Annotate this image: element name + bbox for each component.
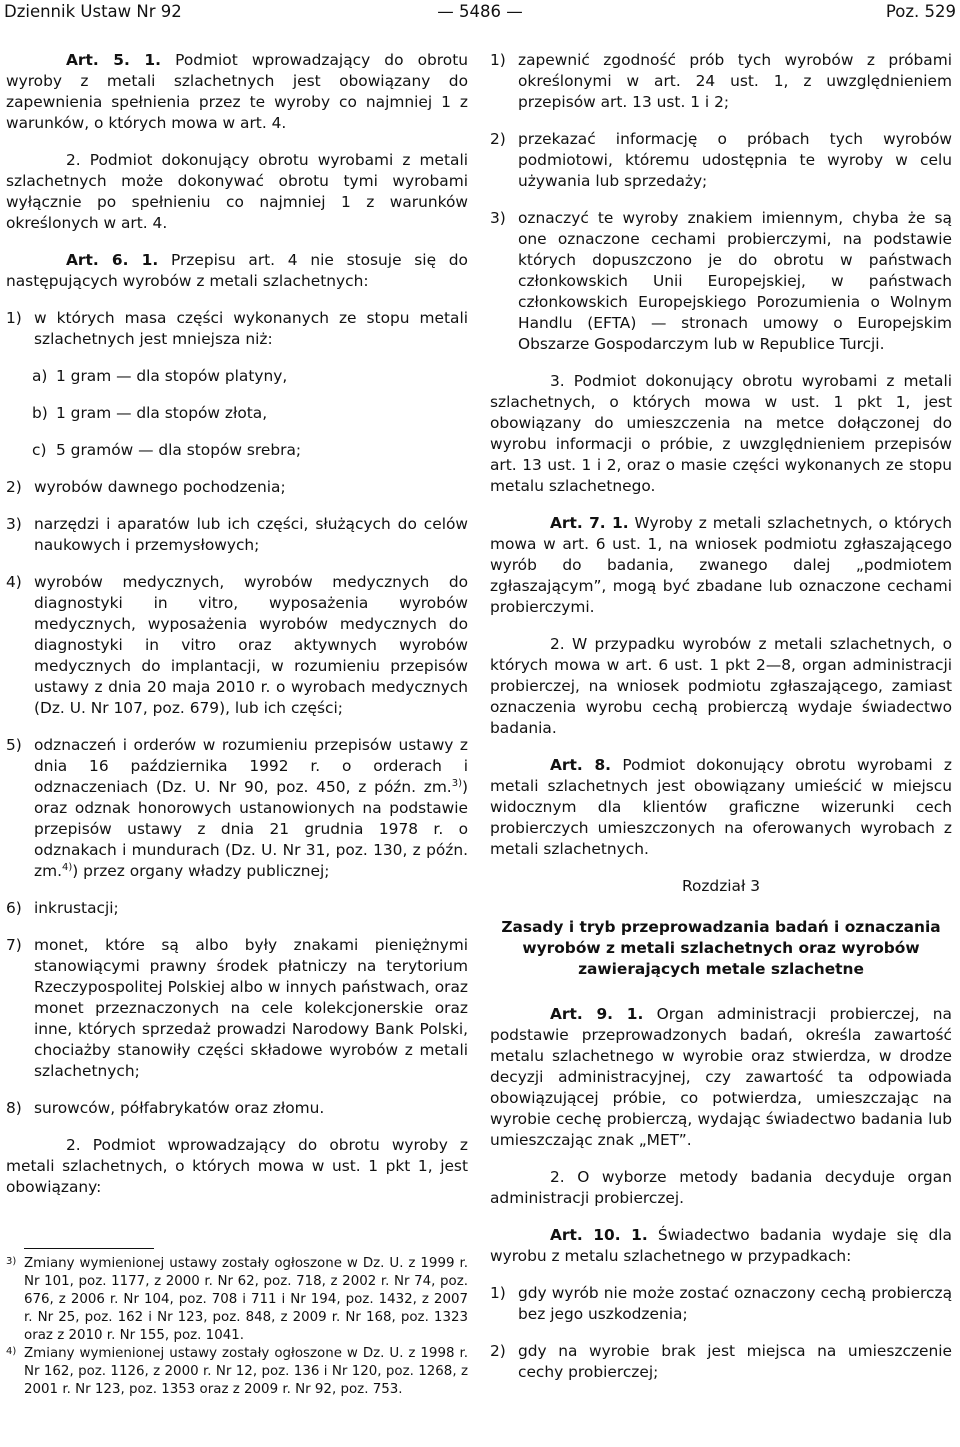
art8-label: Art. 8. xyxy=(550,756,612,774)
journal-title: Dziennik Ustaw Nr 92 xyxy=(4,2,182,21)
art5-para1 xyxy=(6,50,468,134)
list-item: 6) inkrustacji; xyxy=(6,899,119,917)
chapter-title: Zasady i tryb przeprowadzania badań i oznaczania wyrobów z metali szlachetnych oraz wyrobów zawierających metale szlachetne xyxy=(501,918,941,978)
list-item: 2) wyrobów dawnego pochodzenia; xyxy=(6,478,286,496)
list-item: 5) odznaczeń i orderów w rozumieniu przepisów ustawy z dnia 16 października 1992 r. o orderach i odznaczeniach (Dz. U. Nr 90, poz. 450, z późn. zm.$^{3)}$) oraz odznak honorowych ustanowionych na podstawie przepisów ustawy z dnia 21 grudnia 1978 r. o odznakach i mundurach (Dz. U. Nr 31, poz. 130, z późn. zm.$^{4)}$) przez organy władzy publicznej; xyxy=(6,736,468,880)
footnote-ref[interactable]: 4) xyxy=(61,861,73,873)
art8-para: Art. 8. Podmiot dokonujący obrotu wyrobami z metali szlachetnych jest obowiązany umieścić w miejscu widocznym dla klientów graficzne wizerunki cech probierczych umieszczonych na oferowanych wyrobach z metali szlachetnych. xyxy=(490,756,952,858)
art9-para1: Art. 9. 1. Organ administracji probierczej, na podstawie przeprowadzonych badań, określa zawartość metalu szlachetnego w wyrobie oraz stwierdza, w drodze decyzji administracyjnej, czy zawartość ta odpowiada obowiązującej próbie, co potwierdza, umieszczając na wyrobie cechę probierczą, wydając świadectwo badania lub umieszczając znak „MET”. xyxy=(490,1005,952,1149)
art5-text: Podmiot wprowadzający do obrotu wyroby z metali szlachetnych jest obowiązany do zapewnienia spełnienia przez te wyroby co najmniej 1 z warunków, o których mowa w art. 4. xyxy=(6,51,468,132)
list-item: 3) narzędzi i aparatów lub ich części, służących do celów naukowych i przemysłowych; xyxy=(6,515,468,554)
art6-label: Art. 6. 1. xyxy=(66,251,159,269)
art6-para1 xyxy=(6,250,468,292)
list-item: 7) monet, które są albo były znakami pieniężnymi stanowiącymi prawny środek płatniczy na terytorium Rzeczypospolitej Polskiej albo w innych państwach, oraz monet przeznaczonych na cele kolekcjonerskie oraz inne, których sprzedaż prowadzi Narodowy Bank Polski, chociażby stanowiły części składowe wyrobów z metali szlachetnych; xyxy=(6,936,468,1080)
art7-para1: Art. 7. 1. Wyroby z metali szlachetnych, o których mowa w art. 6 ust. 1, na wniosek podmiotu zgłaszającego wyrób do badania, zwanego dalej „podmiotem zgłaszającym”, mogą być zbadane lub oznaczone cechami probierczymi. xyxy=(490,514,952,616)
list-item: 1) zapewnić zgodność prób tych wyrobów z próbami określonymi w art. 24 ust. 1, z uwzględnieniem przepisów art. 13 ust. 1 i 2; xyxy=(490,51,952,111)
art7-label: Art. 7. 1. xyxy=(550,514,629,532)
list-item: 4) wyrobów medycznych, wyrobów medycznych do diagnostyki in vitro, wyposażenia wyrobów medycznych, wyposażenia wyrobów medycznych do diagnostyki in vitro oraz aktywnych wyrobów medycznych do implantacji, w rozumieniu przepisów ustawy z dnia 20 maja 2010 r. o wyrobach medycznych (Dz. U. Nr 107, poz. 679), lub ich części; xyxy=(6,573,468,717)
art6-para3: 3. Podmiot dokonujący obrotu wyrobami z metali szlachetnych, o których mowa w ust. 1 pkt 1, jest obowiązany do umieszczenia na metce dołączonej do wyrobu informacji o próbie, z uwzględnieniem przepisów art. 13 ust. 1 i 2, oraz o masie części wykonanych ze stopu metalu szlachetnego. xyxy=(490,372,952,495)
art10-para1: Art. 10. 1. Świadectwo badania wydaje się dla wyrobu z metalu szlachetnego w przypadkach: xyxy=(490,1226,952,1265)
sub-item: b) 1 gram — dla stopów złota, xyxy=(32,404,268,422)
art9-para2: 2. O wyborze metody badania decyduje organ administracji probierczej. xyxy=(490,1168,952,1207)
list-item: 3) oznaczyć te wyroby znakiem imiennym, chyba że są one oznaczone cechami probierczymi, na podstawie których dopuszczono je do obrotu w państwach członkowskich Unii Europejskiej, w państwach członkowskich Europejskiego Porozumienia o Wolnym Handlu (EFTA) — stronach umowy o Europejskim Obszarze Gospodarczym lub w Republice Turcji. xyxy=(490,209,952,353)
sub-item: a) 1 gram — dla stopów platyny, xyxy=(32,367,288,385)
right-column xyxy=(490,50,952,1399)
left-column xyxy=(6,50,468,1214)
footnotes xyxy=(6,1248,468,1399)
footnote-divider xyxy=(24,1248,154,1249)
chapter-heading: Rozdział 3 xyxy=(681,877,761,895)
list-item: 2) przekazać informację o próbach tych wyrobów podmiotowi, któremu udostępnia te wyroby w celu używania lub sprzedaży; xyxy=(490,130,952,190)
footnote: 3) Zmiany wymienionej ustawy zostały ogłoszone w Dz. U. z 1999 r. Nr 101, poz. 1177, z 2000 r. Nr 62, poz. 718, z 2002 r. Nr 74, poz. 676, z 2006 r. Nr 104, poz. 708 i 711 i Nr 194, poz. 1432, z 2007 r. Nr 25, poz. 162 i Nr 123, poz. 848, z 2009 r. Nr 168, poz. 1323 oraz z 2010 r. Nr 155, poz. 1041. xyxy=(6,1256,468,1343)
art6-intro: Przepisu art. 4 nie stosuje się do następujących wyrobów z metali szlachetnych: xyxy=(6,251,468,290)
sub-item: c) 5 gramów — dla stopów srebra; xyxy=(32,441,302,459)
page-header xyxy=(0,0,960,28)
art10-label: Art. 10. 1. xyxy=(550,1226,648,1244)
art9-label: Art. 9. 1. xyxy=(550,1005,644,1023)
list-item: 1) w których masa części wykonanych ze stopu metali szlachetnych jest mniejsza niż: xyxy=(6,309,468,348)
art6-para2: 2. Podmiot wprowadzający do obrotu wyroby z metali szlachetnych, o których mowa w ust. 1 pkt 1, jest obowiązany: xyxy=(6,1136,468,1196)
footnote: 4) Zmiany wymienionej ustawy zostały ogłoszone w Dz. U. z 1998 r. Nr 162, poz. 1126, z 2000 r. Nr 12, poz. 136 i Nr 120, poz. 1268, z 2001 r. Nr 123, poz. 1353 oraz z 2009 r. Nr 92, poz. 753. xyxy=(6,1346,468,1397)
list-item: 1) gdy wyrób nie może zostać oznaczony cechą probierczą bez jego uszkodzenia; xyxy=(490,1284,952,1323)
page-number: — 5486 — xyxy=(437,2,523,21)
footnote-ref[interactable]: 3) xyxy=(451,777,462,789)
list-item: 8) surowców, półfabrykatów oraz złomu. xyxy=(6,1099,325,1117)
list-item: 2) gdy na wyrobie brak jest miejsca na umieszczenie cechy probierczej; xyxy=(490,1342,952,1381)
art7-para2: 2. W przypadku wyrobów z metali szlachetnych, o których mowa w art. 6 ust. 1 pkt 2—8, organ administracji probierczej, na wniosek podmiotu zgłaszającego, zamiast oznaczenia wyrobu cechą probierczą wydaje świadectwo badania. xyxy=(490,635,952,737)
position-number: Poz. 529 xyxy=(885,2,956,21)
art5-para2: 2. Podmiot dokonujący obrotu wyrobami z metali szlachetnych może dokonywać obrotu tymi wyrobami wyłącznie po spełnieniu co najmniej 1 z warunków określonych w art. 4. xyxy=(6,151,468,232)
art5-label: Art. 5. 1. xyxy=(66,51,161,69)
